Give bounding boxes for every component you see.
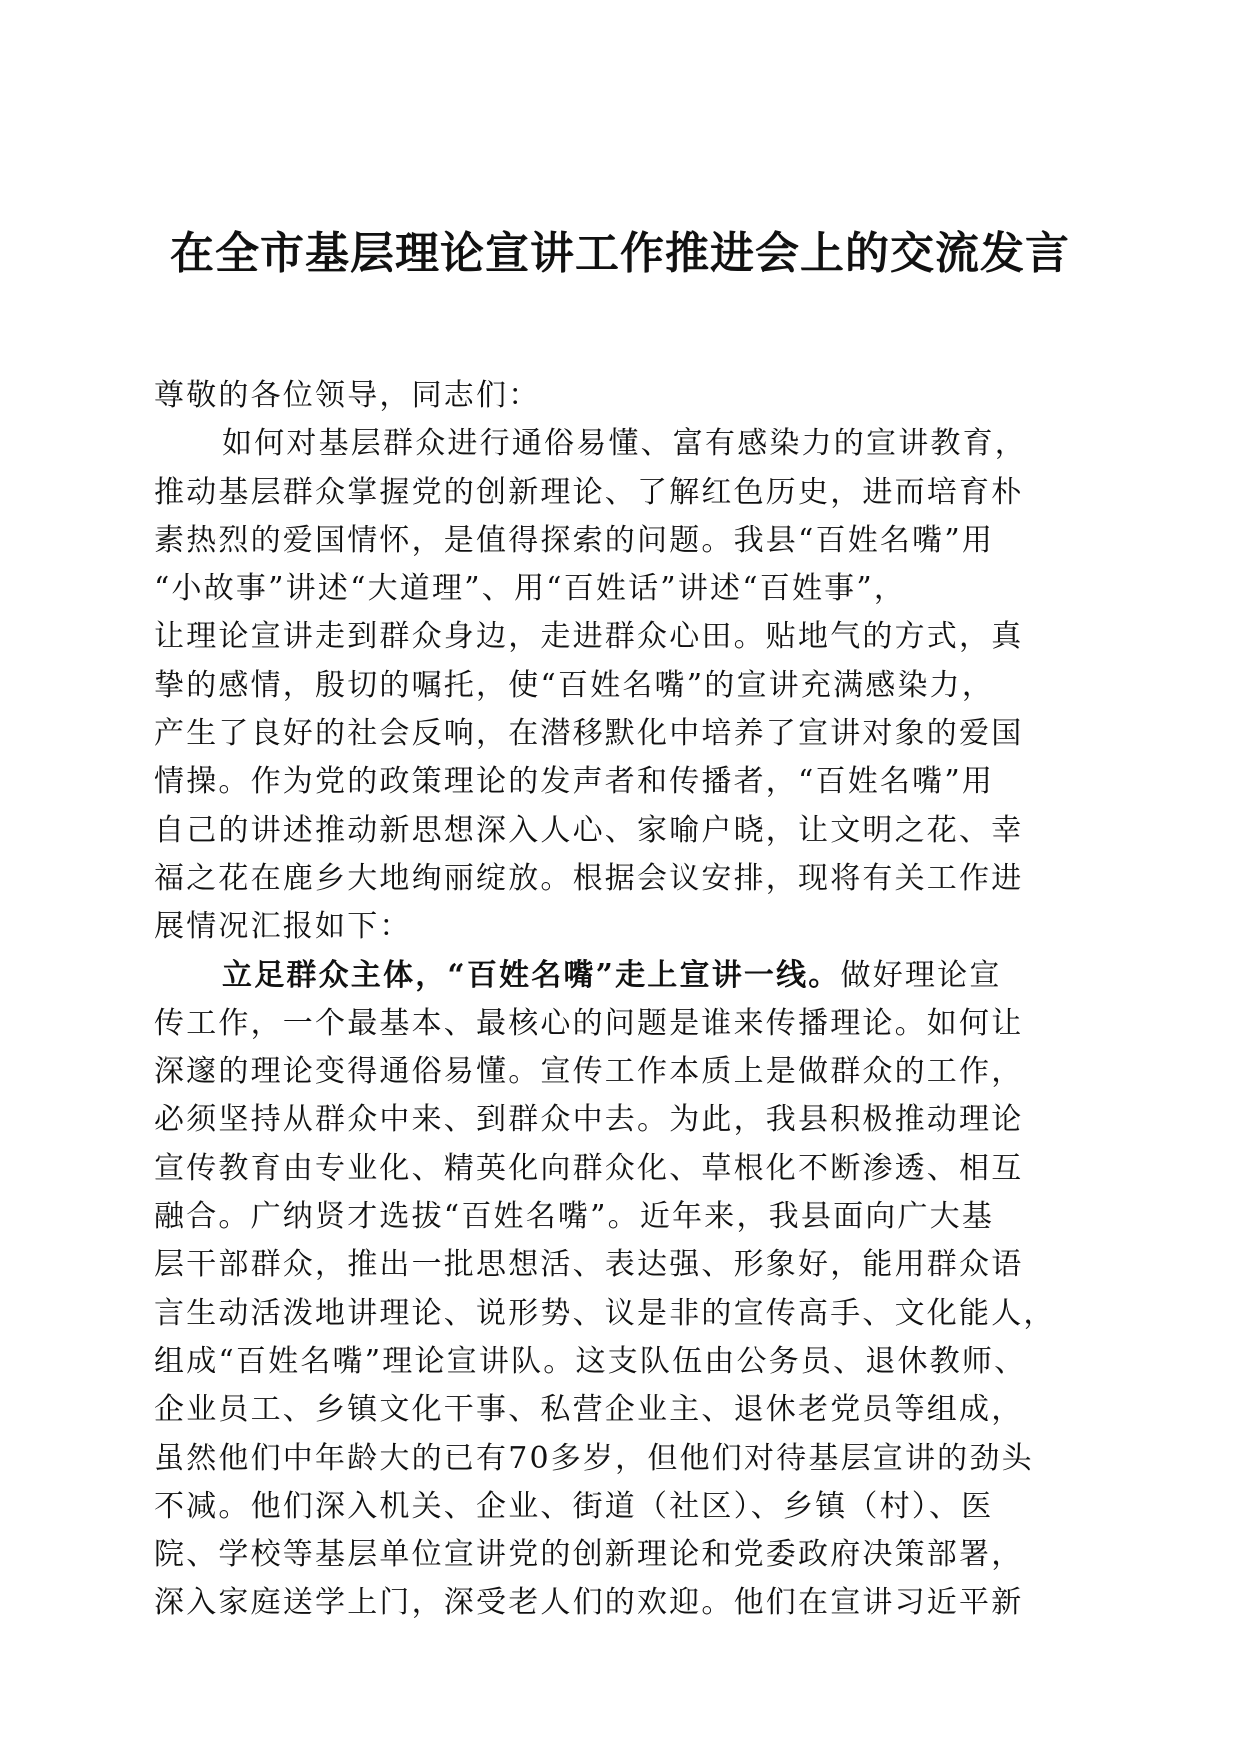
- paragraph-line: 虽然他们中年龄大的已有70多岁，但他们对待基层宣讲的劲头: [154, 1440, 1034, 1476]
- section-heading-continuation: 做好理论宣: [840, 957, 1002, 993]
- paragraph-line: “小故事”讲述“大道理”、用“百姓话”讲述“百姓事”，: [154, 571, 907, 607]
- section-first-line: [154, 952, 1094, 1000]
- paragraph-line: 挚的感情，殷切的嘱托，使“百姓名嘴”的宣讲充满感染力，: [154, 667, 995, 703]
- paragraph-line: 院、学校等基层单位宣讲党的创新理论和党委政府决策部署，: [154, 1537, 1024, 1573]
- paragraph-line: 让理论宣讲走到群众身边，走进群众心田。贴地气的方式，真: [154, 619, 1024, 655]
- paragraph-line: 福之花在鹿乡大地绚丽绽放。根据会议安排，现将有关工作进: [154, 860, 1024, 896]
- paragraph-line: 组成“百姓名嘴”理论宣讲队。这支队伍由公务员、退休教师、: [154, 1343, 1027, 1379]
- document-body: [154, 372, 1094, 1628]
- paragraph-line: 不减。他们深入机关、企业、街道（社区）、乡镇（村）、医: [154, 1488, 994, 1524]
- paragraph-line: 宣传教育由专业化、精英化向群众化、草根化不断渗透、相互: [154, 1150, 1024, 1186]
- paragraph-line: 必须坚持从群众中来、到群众中去。为此，我县积极推动理论: [154, 1102, 1024, 1138]
- salutation: 尊敬的各位领导，同志们：: [154, 378, 541, 413]
- paragraph-line: 层干部群众，推出一批思想活、表达强、形象好，能用群众语: [154, 1247, 1024, 1283]
- paragraph-line: 企业员工、乡镇文化干事、私营企业主、退休老党员等组成，: [154, 1392, 1024, 1428]
- paragraph-line: 自己的讲述推动新思想深入人心、家喻户晓，让文明之花、幸: [154, 812, 1024, 848]
- paragraph-line: 深邃的理论变得通俗易懂。宣传工作本质上是做群众的工作，: [154, 1054, 1024, 1090]
- paragraph-line: 融合。广纳贤才选拔“百姓名嘴”。近年来，我县面向广大基: [154, 1199, 995, 1235]
- document-title: 在全市基层理论宣讲工作推进会上的交流发言: [170, 228, 1070, 279]
- paragraph-line: 传工作，一个最基本、最核心的问题是谁来传播理论。如何让: [154, 1005, 1024, 1041]
- paragraph-line: 深入家庭送学上门，深受老人们的欢迎。他们在宣讲习近平新: [154, 1585, 1024, 1621]
- paragraph-line: 产生了良好的社会反响，在潜移默化中培养了宣讲对象的爱国: [154, 716, 1024, 752]
- paragraph-line: 如何对基层群众进行通俗易懂、富有感染力的宣讲教育，: [222, 426, 1027, 462]
- paragraph-line: 素热烈的爱国情怀，是值得探索的问题。我县“百姓名嘴”用: [154, 522, 995, 558]
- paragraph-line: 情操。作为党的政策理论的发声者和传播者，“百姓名嘴”用: [154, 764, 995, 800]
- paragraph-line: 言生动活泼地讲理论、说形势、议是非的宣传高手、文化能人，: [154, 1295, 1056, 1331]
- paragraph-line: 推动基层群众掌握党的创新理论、了解红色历史，进而培育朴: [154, 474, 1024, 510]
- paragraph-line: 展情况汇报如下：: [154, 909, 412, 945]
- section-heading: 立足群众主体，“百姓名嘴”走上宣讲一线。: [222, 957, 841, 993]
